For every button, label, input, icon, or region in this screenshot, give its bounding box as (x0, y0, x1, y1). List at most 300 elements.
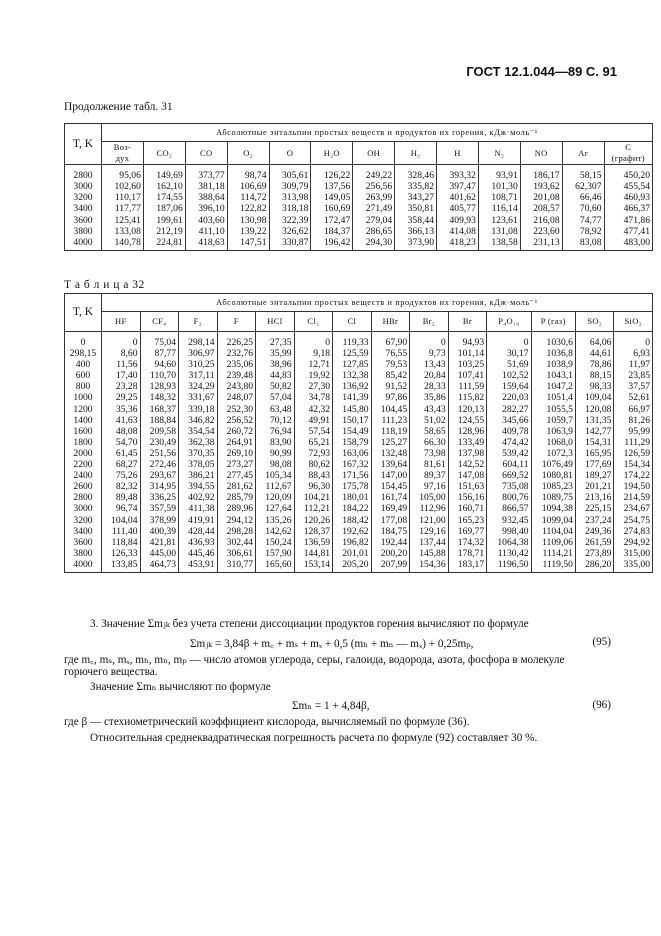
value-cell: 281,62 (217, 481, 256, 492)
value-cell: 35,36 (102, 404, 141, 415)
value-cell: 101,30 (478, 181, 520, 192)
value-cell: 57,54 (294, 426, 333, 437)
value-cell: 256,52 (217, 415, 256, 426)
value-cell: 114,72 (227, 192, 269, 203)
value-cell: 201,08 (520, 192, 562, 203)
value-cell: 411,10 (185, 226, 227, 237)
value-cell: 132,48 (371, 448, 410, 459)
value-cell: 471,86 (604, 215, 653, 226)
tk-header: T, K (65, 124, 102, 165)
value-cell: 386,21 (179, 470, 218, 481)
value-cell: 90,99 (256, 448, 295, 459)
value-cell: 169,77 (448, 526, 487, 537)
table-row (65, 192, 653, 203)
value-cell: 226,25 (217, 332, 256, 349)
value-cell: 282,27 (487, 404, 531, 415)
value-cell: 866,57 (487, 503, 531, 514)
value-cell: 350,81 (395, 203, 437, 214)
value-cell: 12,71 (294, 359, 333, 370)
value-cell: 139,64 (371, 459, 410, 470)
value-cell: 124,55 (448, 415, 487, 426)
value-cell: 192,62 (333, 526, 372, 537)
value-cell: 249,36 (575, 526, 614, 537)
value-cell: 302,44 (217, 537, 256, 548)
value-cell: 70,12 (256, 415, 295, 426)
value-cell: 28,33 (410, 381, 449, 392)
value-cell: 1072,3 (531, 448, 575, 459)
tk-header: T, K (65, 294, 102, 332)
value-cell: 189,27 (575, 470, 614, 481)
column-header: OH (353, 142, 395, 165)
value-cell: 158,79 (333, 437, 372, 448)
value-cell: 154,34 (614, 459, 653, 470)
value-cell: 378,99 (140, 515, 179, 526)
value-cell: 294,30 (353, 237, 395, 251)
value-cell: 129,16 (410, 526, 449, 537)
value-cell: 127,64 (256, 503, 295, 514)
value-cell: 293,67 (140, 470, 179, 481)
temperature-cell: 1400 (65, 415, 102, 426)
value-cell: 309,79 (269, 181, 311, 192)
temperature-cell: 600 (65, 370, 102, 381)
value-cell: 315,00 (614, 548, 653, 559)
value-cell: 362,38 (179, 437, 218, 448)
value-cell: 178,71 (448, 548, 487, 559)
value-cell: 149,05 (311, 192, 353, 203)
temperature-cell: 1200 (65, 404, 102, 415)
value-cell: 132,38 (333, 370, 372, 381)
column-header: CO (185, 142, 227, 165)
value-cell: 147,51 (227, 237, 269, 251)
value-cell: 70,60 (562, 203, 604, 214)
value-cell: 64,06 (575, 332, 614, 349)
value-cell: 326,62 (269, 226, 311, 237)
value-cell: 201,01 (333, 548, 372, 559)
value-cell: 1085,23 (531, 481, 575, 492)
value-cell: 445,46 (179, 548, 218, 559)
table-row (65, 492, 653, 503)
value-cell: 49,91 (294, 415, 333, 426)
value-cell: 89,37 (410, 470, 449, 481)
column-header: Ar (562, 142, 604, 165)
value-cell: 68,27 (102, 459, 141, 470)
value-cell: 104,21 (294, 492, 333, 503)
value-cell: 331,67 (179, 392, 218, 403)
value-cell: 136,59 (294, 537, 333, 548)
paragraph-3: 3. Значение Σmⱼₖ без учета степени диссоциации продуктов горения вычисляют по формуле (90, 618, 529, 630)
table2-caption: Т а б л и ц а 32 (64, 279, 145, 291)
value-cell: 453,91 (179, 559, 218, 573)
value-cell: 131,08 (478, 226, 520, 237)
value-cell: 105,34 (256, 470, 295, 481)
value-cell: 1051,4 (531, 392, 575, 403)
value-cell: 234,67 (614, 503, 653, 514)
value-cell: 358,44 (395, 215, 437, 226)
value-cell: 409,93 (437, 215, 479, 226)
value-cell: 354,54 (179, 426, 218, 437)
value-cell: 405,77 (437, 203, 479, 214)
value-cell: 207,99 (371, 559, 410, 573)
value-cell: 271,49 (353, 203, 395, 214)
value-cell: 199,61 (143, 215, 185, 226)
value-cell: 272,46 (140, 459, 179, 470)
value-cell: 51,69 (487, 359, 531, 370)
value-cell: 142,52 (448, 459, 487, 470)
value-cell: 193,62 (520, 181, 562, 192)
column-header: N₂ (478, 142, 520, 165)
value-cell: 466,37 (604, 203, 653, 214)
value-cell: 142,77 (575, 426, 614, 437)
table-row (65, 404, 653, 415)
column-header: HBr (371, 312, 410, 332)
temperature-cell: 3400 (65, 526, 102, 537)
value-cell: 1059,7 (531, 415, 575, 426)
temperature-cell: 0 (65, 332, 102, 349)
column-header: NO (520, 142, 562, 165)
column-header: O (269, 142, 311, 165)
value-cell: 183,17 (448, 559, 487, 573)
value-cell: 209,58 (140, 426, 179, 437)
temperature-cell: 3600 (65, 215, 102, 226)
value-cell: 254,75 (614, 515, 653, 526)
table-row (65, 526, 653, 537)
value-cell: 177,08 (371, 515, 410, 526)
value-cell: 0 (614, 332, 653, 349)
value-cell: 17,40 (102, 370, 141, 381)
table-row (65, 548, 653, 559)
value-cell: 455,54 (604, 181, 653, 192)
value-cell: 137,56 (311, 181, 353, 192)
where-text-1: где m꜀, mₛ, mₓ, mₕ, mₙ, mₚ — число атомов углерода, серы, галоида, водорода, азота, фосфора в молекуле (64, 654, 565, 666)
value-cell: 539,42 (487, 448, 531, 459)
value-cell: 1064,38 (487, 537, 531, 548)
value-cell: 83,90 (256, 437, 295, 448)
column-header: H₂ (395, 142, 437, 165)
value-cell: 345,66 (487, 415, 531, 426)
column-header: SO₂ (575, 312, 614, 332)
value-cell: 98,33 (575, 381, 614, 392)
table-row (65, 348, 653, 359)
value-cell: 133,49 (448, 437, 487, 448)
value-cell: 237,24 (575, 515, 614, 526)
value-cell: 194,50 (614, 481, 653, 492)
value-cell: 224,81 (143, 237, 185, 251)
value-cell: 1036,8 (531, 348, 575, 359)
value-cell: 98,74 (227, 165, 269, 182)
temperature-cell: 1600 (65, 426, 102, 437)
temperature-cell: 4000 (65, 559, 102, 573)
column-header: C (графит) (604, 142, 653, 165)
value-cell: 445,00 (140, 548, 179, 559)
value-cell: 80,62 (294, 459, 333, 470)
value-cell: 1038,9 (531, 359, 575, 370)
value-cell: 239,48 (217, 370, 256, 381)
value-cell: 0 (487, 332, 531, 349)
value-cell: 125,27 (371, 437, 410, 448)
value-cell: 112,96 (410, 503, 449, 514)
value-cell: 138,58 (478, 237, 520, 251)
value-cell: 109,04 (575, 392, 614, 403)
value-cell: 145,80 (333, 404, 372, 415)
value-cell: 83,08 (562, 237, 604, 251)
value-cell: 214,59 (614, 492, 653, 503)
table-row (65, 237, 653, 251)
value-cell: 58,15 (562, 165, 604, 182)
value-cell: 212,19 (143, 226, 185, 237)
value-cell: 95,06 (102, 165, 144, 182)
value-cell: 298,28 (217, 526, 256, 537)
value-cell: 67,90 (371, 332, 410, 349)
value-cell: 120,09 (256, 492, 295, 503)
value-cell: 1055,5 (531, 404, 575, 415)
value-cell: 223,60 (520, 226, 562, 237)
value-cell: 137,44 (410, 537, 449, 548)
value-cell: 263,99 (353, 192, 395, 203)
value-cell: 78,86 (575, 359, 614, 370)
value-cell: 160,69 (311, 203, 353, 214)
value-cell: 201,21 (575, 481, 614, 492)
value-cell: 35,99 (256, 348, 295, 359)
value-cell: 44,83 (256, 370, 295, 381)
value-cell: 0 (294, 332, 333, 349)
value-cell: 305,61 (269, 165, 311, 182)
value-cell: 328,46 (395, 165, 437, 182)
value-cell: 800,76 (487, 492, 531, 503)
value-cell: 1063,9 (531, 426, 575, 437)
value-cell: 735,08 (487, 481, 531, 492)
value-cell: 388,64 (185, 192, 227, 203)
value-cell: 174,55 (143, 192, 185, 203)
value-cell: 133,08 (102, 226, 144, 237)
value-cell: 52,61 (614, 392, 653, 403)
value-cell: 419,91 (179, 515, 218, 526)
value-cell: 65,21 (294, 437, 333, 448)
value-cell: 1094,38 (531, 503, 575, 514)
value-cell: 42,32 (294, 404, 333, 415)
value-cell: 112,67 (256, 481, 295, 492)
temperature-cell: 3600 (65, 537, 102, 548)
value-cell: 88,43 (294, 470, 333, 481)
column-header: F₂ (179, 312, 218, 332)
enthalpy-table-32 (64, 293, 653, 573)
value-cell: 477,41 (604, 226, 653, 237)
value-cell: 91,52 (371, 381, 410, 392)
value-cell: 96,30 (294, 481, 333, 492)
value-cell: 66,97 (614, 404, 653, 415)
value-cell: 106,69 (227, 181, 269, 192)
value-cell: 117,77 (102, 203, 144, 214)
value-cell: 126,33 (102, 548, 141, 559)
value-cell: 43,43 (410, 404, 449, 415)
value-cell: 150,17 (333, 415, 372, 426)
value-cell: 76,55 (371, 348, 410, 359)
value-cell: 127,85 (333, 359, 372, 370)
value-cell: 165,23 (448, 515, 487, 526)
value-cell: 235,06 (217, 359, 256, 370)
column-header: HCl (256, 312, 295, 332)
value-cell: 111,29 (614, 437, 653, 448)
value-cell: 366,13 (395, 226, 437, 237)
value-cell: 313,98 (269, 192, 311, 203)
value-cell: 314,95 (140, 481, 179, 492)
value-cell: 162,10 (143, 181, 185, 192)
value-cell: 57,04 (256, 392, 295, 403)
value-cell: 23,28 (102, 381, 141, 392)
value-cell: 128,93 (140, 381, 179, 392)
value-cell: 286,65 (353, 226, 395, 237)
table-row (65, 559, 653, 573)
value-cell: 396,10 (185, 203, 227, 214)
value-cell: 483,00 (604, 237, 653, 251)
value-cell: 126,59 (614, 448, 653, 459)
value-cell: 8,60 (102, 348, 141, 359)
value-cell: 11,97 (614, 359, 653, 370)
value-cell: 167,32 (333, 459, 372, 470)
value-cell: 1068,0 (531, 437, 575, 448)
value-cell: 72,93 (294, 448, 333, 459)
value-cell: 37,57 (614, 381, 653, 392)
value-cell: 78,92 (562, 226, 604, 237)
temperature-cell: 800 (65, 381, 102, 392)
value-cell: 120,26 (294, 515, 333, 526)
value-cell: 400,39 (140, 526, 179, 537)
equation-95: Σmⱼₖ = 3,84β + m꜀ + mₛ + mₓ + 0,5 (mₕ + mₙ — mₓ) + 0,25mₚ, (190, 638, 474, 650)
value-cell: 102,60 (102, 181, 144, 192)
value-cell: 144,81 (294, 548, 333, 559)
column-header: HF (102, 312, 141, 332)
value-cell: 62,307 (562, 181, 604, 192)
value-cell: 298,14 (179, 332, 218, 349)
value-cell: 73,98 (410, 448, 449, 459)
value-cell: 139,22 (227, 226, 269, 237)
value-cell: 184,75 (371, 526, 410, 537)
temperature-cell: 3200 (65, 515, 102, 526)
value-cell: 118,19 (371, 426, 410, 437)
temperature-cell: 3200 (65, 192, 102, 203)
value-cell: 121,00 (410, 515, 449, 526)
value-cell: 111,59 (448, 381, 487, 392)
value-cell: 30,17 (487, 348, 531, 359)
value-cell: 157,90 (256, 548, 295, 559)
value-cell: 230,49 (140, 437, 179, 448)
value-cell: 110,70 (140, 370, 179, 381)
value-cell: 402,92 (179, 492, 218, 503)
table-row (65, 481, 653, 492)
value-cell: 414,08 (437, 226, 479, 237)
value-cell: 147,00 (371, 470, 410, 481)
value-cell: 116,14 (478, 203, 520, 214)
table-row (65, 470, 653, 481)
value-cell: 133,85 (102, 559, 141, 573)
value-cell: 35,86 (410, 392, 449, 403)
value-cell: 196,42 (311, 237, 353, 251)
table-row (65, 359, 653, 370)
temperature-cell: 2400 (65, 470, 102, 481)
column-header: CO₂ (143, 142, 185, 165)
value-cell: 188,42 (333, 515, 372, 526)
value-cell: 394,55 (179, 481, 218, 492)
value-cell: 192,44 (371, 537, 410, 548)
value-cell: 104,45 (371, 404, 410, 415)
value-cell: 322,39 (269, 215, 311, 226)
value-cell: 208,57 (520, 203, 562, 214)
value-cell: 150,24 (256, 537, 295, 548)
table-row (65, 515, 653, 526)
value-cell: 318,18 (269, 203, 311, 214)
value-cell: 34,78 (294, 392, 333, 403)
value-cell: 120,13 (448, 404, 487, 415)
value-cell: 450,20 (604, 165, 653, 182)
value-cell: 29,25 (102, 392, 141, 403)
value-cell: 1109,06 (531, 537, 575, 548)
value-cell: 213,16 (575, 492, 614, 503)
value-cell: 148,32 (140, 392, 179, 403)
value-cell: 38,96 (256, 359, 295, 370)
value-cell: 604,11 (487, 459, 531, 470)
table-row (65, 203, 653, 214)
column-header: Cl (333, 312, 372, 332)
value-cell: 306,97 (179, 348, 218, 359)
table-row (65, 165, 653, 182)
value-cell: 20,84 (410, 370, 449, 381)
value-cell: 1114,21 (531, 548, 575, 559)
value-cell: 418,23 (437, 237, 479, 251)
value-cell: 97,16 (410, 481, 449, 492)
value-cell: 274,83 (614, 526, 653, 537)
value-cell: 169,49 (371, 503, 410, 514)
value-cell: 225,15 (575, 503, 614, 514)
value-cell: 160,71 (448, 503, 487, 514)
temperature-cell: 1000 (65, 392, 102, 403)
enthalpy-table-31 (64, 123, 653, 251)
group-header: Абсолютные энтальпии простых веществ и продуктов их горения, кДж·моль⁻¹ (102, 294, 653, 312)
value-cell: 184,22 (333, 503, 372, 514)
temperature-cell: 2000 (65, 448, 102, 459)
value-cell: 252,30 (217, 404, 256, 415)
value-cell: 1089,75 (531, 492, 575, 503)
value-cell: 13,43 (410, 359, 449, 370)
column-header: P₄O₁₀ (487, 312, 531, 332)
value-cell: 381,18 (185, 181, 227, 192)
temperature-cell: 3400 (65, 203, 102, 214)
value-cell: 0 (410, 332, 449, 349)
value-cell: 188,84 (140, 415, 179, 426)
value-cell: 119,33 (333, 332, 372, 349)
value-cell: 107,41 (448, 370, 487, 381)
value-cell: 128,37 (294, 526, 333, 537)
value-cell: 220,03 (487, 392, 531, 403)
value-cell: 94,93 (448, 332, 487, 349)
column-header: P (газ) (531, 312, 575, 332)
value-cell: 120,08 (575, 404, 614, 415)
value-cell: 154,45 (371, 481, 410, 492)
value-cell: 1104,04 (531, 526, 575, 537)
value-cell: 51,02 (410, 415, 449, 426)
value-cell: 153,14 (294, 559, 333, 573)
temperature-cell: 2600 (65, 481, 102, 492)
value-cell: 339,18 (179, 404, 218, 415)
column-header: Br₂ (410, 312, 449, 332)
value-cell: 81,61 (410, 459, 449, 470)
temperature-cell: 1800 (65, 437, 102, 448)
paragraph-error: Относительная среднеквадратическая погрешность расчета по формуле (92) составляет 30 %. (90, 732, 538, 744)
column-header: H (437, 142, 479, 165)
temperature-cell: 3000 (65, 181, 102, 192)
table-row (65, 370, 653, 381)
temperature-cell: 3000 (65, 503, 102, 514)
value-cell: 1047,2 (531, 381, 575, 392)
value-cell: 23,85 (614, 370, 653, 381)
